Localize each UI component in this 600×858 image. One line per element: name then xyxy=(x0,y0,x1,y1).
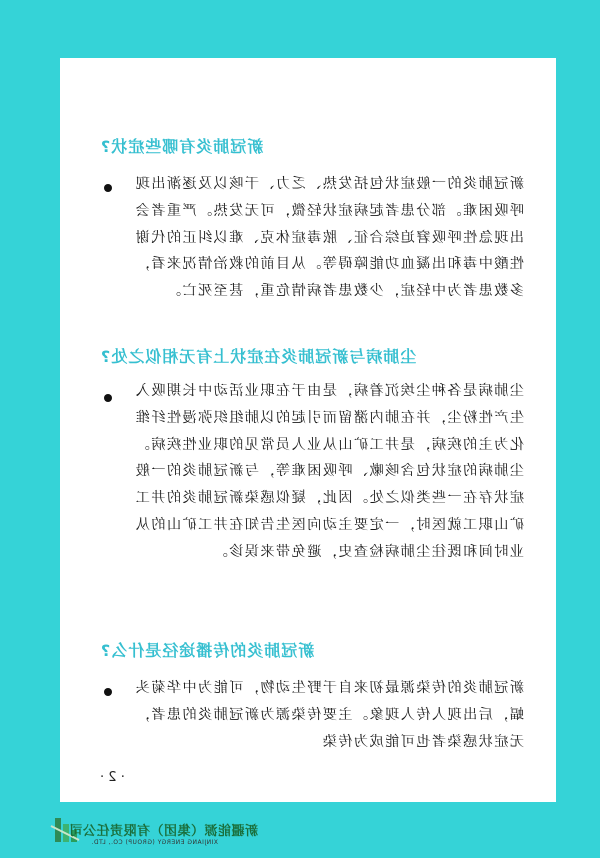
mirrored-content xyxy=(60,58,556,802)
section-paragraph-transmission: 新冠肺炎的传染源最初来自于野生动物，可能为中华菊头蝠，后出现人传人现象。主要传染源为新冠肺炎的患者，无症状感染者也可能成为传染 xyxy=(134,680,524,750)
company-name: 新疆能源（集团）有限责任公司 xyxy=(68,824,258,839)
bullet-icon xyxy=(104,184,112,192)
section-heading-pneumoconiosis: 尘肺病与新冠肺炎在症状上有无相似之处? xyxy=(100,347,417,366)
page-number: · 2 · xyxy=(100,770,125,785)
footer-branding xyxy=(8,808,258,848)
section-paragraph-symptoms: 新冠肺炎的一般症状包括发热、乏力、干咳以及逐渐出现呼吸困难。部分患者起病症状轻微，可无发热。严重者会出现急性呼吸窘迫综合征、脓毒症休克、难以纠正的代谢性酸中毒和出凝血功能障碍等。从目前的救治情况来看，多数患者为中轻症，少数患者病情危重，甚至死亡。 xyxy=(134,176,524,300)
bullet-icon xyxy=(104,688,112,696)
document-page xyxy=(60,58,556,802)
section-heading-transmission: 新冠肺炎的传播途径是什么? xyxy=(100,641,315,660)
company-name-en: XINJIANG ENERGY (GROUP) CO., LTD. xyxy=(91,839,218,846)
bullet-icon xyxy=(104,394,112,402)
section-heading-symptoms: 新冠肺炎有哪些症状? xyxy=(100,137,264,156)
section-paragraph-pneumoconiosis: 尘肺病是各种尘埃沉着病，是由于在职业活动中长期吸入生产性粉尘，并在肺内潴留而引起的以肺组织弥漫性纤维化为主的疾病，是井工矿山从业人员常见的职业性疾病。尘肺病的症状包含咳嗽、呼吸困难等，与新冠肺炎的一般症状存在一些类似之处。因此，疑似感染新冠肺炎的井工矿山职工就医时，一定要主动向医生告知在井工矿山的从业时间和既往尘肺病检查史，避免带来误诊。 xyxy=(134,383,524,560)
